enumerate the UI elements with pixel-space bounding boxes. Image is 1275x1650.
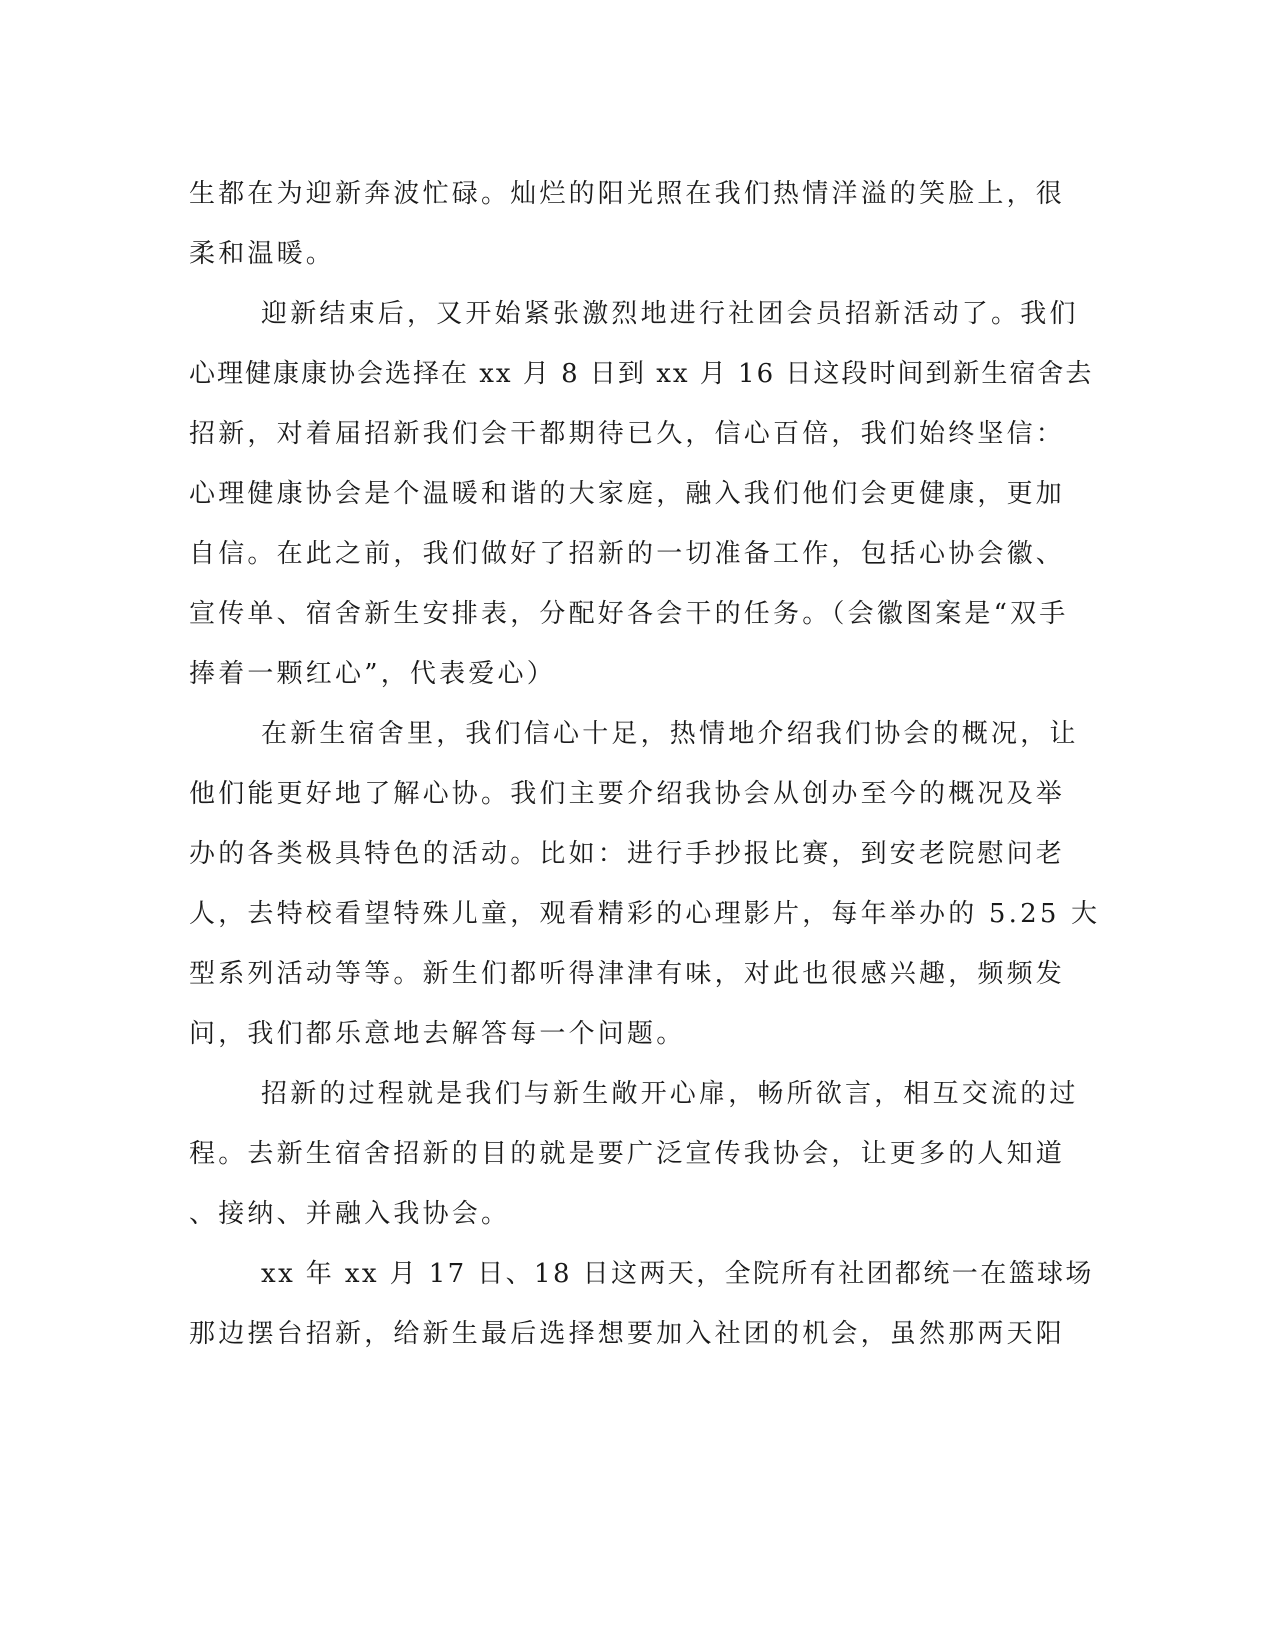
text-line: 生都在为迎新奔波忙碌。灿烂的阳光照在我们热情洋溢的笑脸上，很: [189, 179, 1066, 209]
paragraph-first-line: 在新生宿舍里，我们信心十足，热情地介绍我们协会的概况，让: [261, 719, 1079, 749]
text-line: 心理健康康协会选择在 xx 月 8 日到 xx 月 16 日这段时间到新生宿舍去: [189, 359, 1094, 389]
paragraph-first-line: xx 年 xx 月 17 日、18 日这两天，全院所有社团都统一在篮球场: [261, 1259, 1094, 1289]
text-line: 捧着一颗红心”，代表爱心）: [189, 659, 556, 689]
paragraph-first-line: 迎新结束后，又开始紧张激烈地进行社团会员招新活动了。我们: [261, 299, 1079, 329]
text-line: 宣传单、宿舍新生安排表，分配好各会干的任务。（会徽图案是“双手: [189, 599, 1069, 629]
text-line: 那边摆台招新，给新生最后选择想要加入社团的机会，虽然那两天阳: [189, 1319, 1066, 1349]
text-line: 他们能更好地了解心协。我们主要介绍我协会从创办至今的概况及举: [189, 779, 1066, 809]
paragraph-first-line: 招新的过程就是我们与新生敞开心扉，畅所欲言，相互交流的过: [261, 1079, 1079, 1109]
text-line: 柔和温暖。: [189, 239, 336, 269]
text-line: 人，去特校看望特殊儿童，观看精彩的心理影片，每年举办的 5.25 大: [189, 899, 1101, 929]
document-body: [189, 164, 1101, 1364]
text-line: 程。去新生宿舍招新的目的就是要广泛宣传我协会，让更多的人知道: [189, 1139, 1066, 1169]
text-line: 自信。在此之前，我们做好了招新的一切准备工作，包括心协会徽、: [189, 539, 1066, 569]
text-line: 办的各类极具特色的活动。比如：进行手抄报比赛，到安老院慰问老: [189, 839, 1066, 869]
text-line: 问，我们都乐意地去解答每一个问题。: [189, 1019, 686, 1049]
text-line: 、接纳、并融入我协会。: [189, 1199, 511, 1229]
text-line: 招新，对着届招新我们会干都期待已久，信心百倍，我们始终坚信：: [189, 419, 1066, 449]
text-line: 型系列活动等等。新生们都听得津津有味，对此也很感兴趣，频频发: [189, 959, 1066, 989]
text-line: 心理健康协会是个温暖和谐的大家庭，融入我们他们会更健康，更加: [189, 479, 1066, 509]
